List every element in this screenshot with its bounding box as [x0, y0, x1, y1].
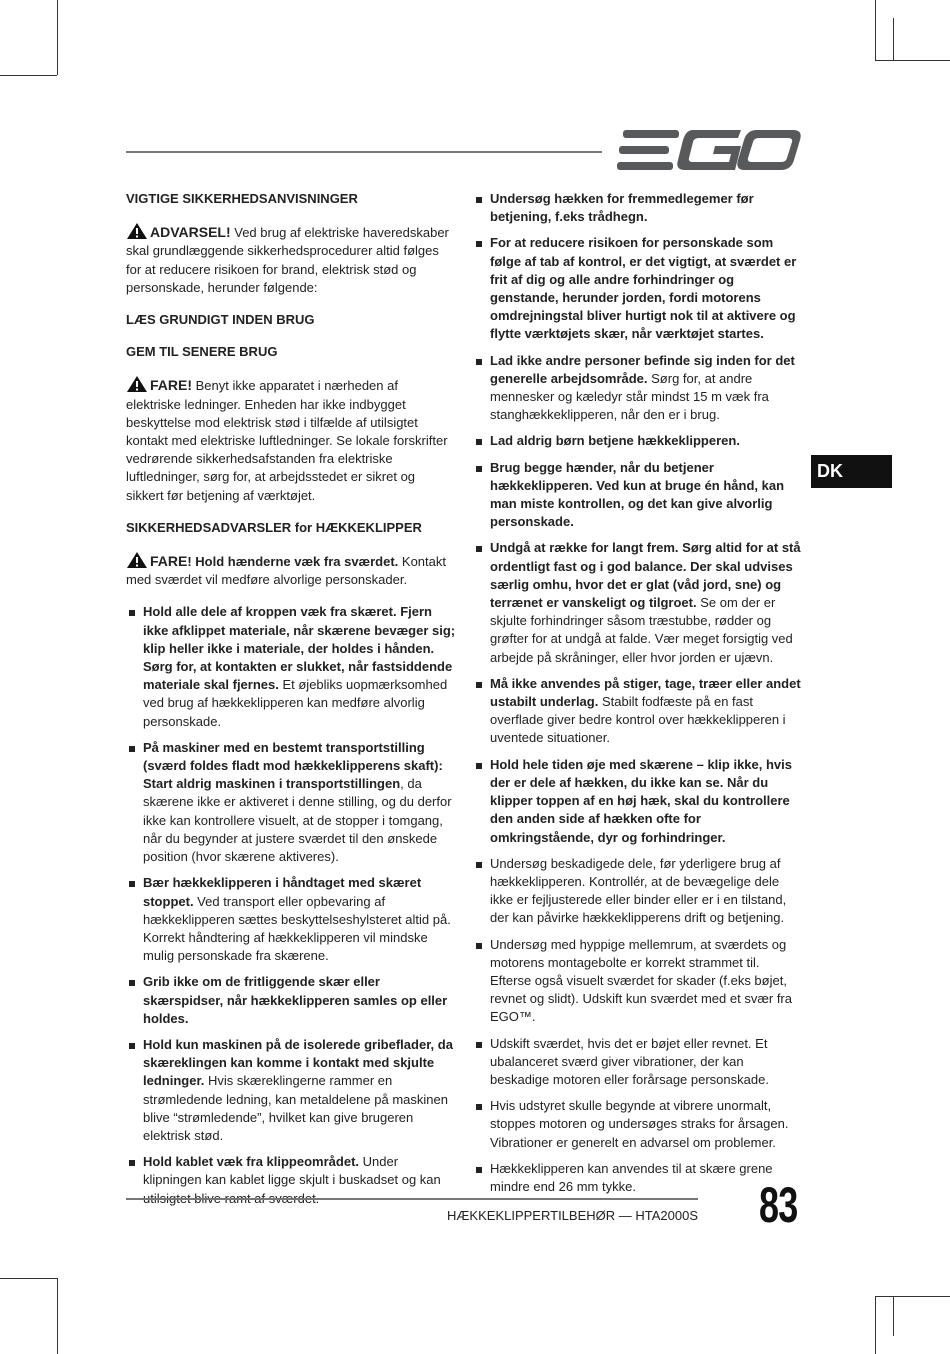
warning-paragraph — [126, 222, 456, 297]
header-rule — [126, 151, 602, 153]
bullet-square-icon — [476, 241, 482, 247]
crop-mark — [893, 1296, 894, 1336]
bullet-square-icon — [476, 943, 482, 949]
bullet-square-icon — [476, 439, 482, 445]
section-heading: LÆS GRUNDIGT INDEN BRUG — [126, 312, 315, 328]
bullet-square-icon — [476, 359, 482, 365]
list-item: Lad ikke andre personer befinde sig inden for det generelle arbejdsområde. Sørg for, at andre mennesker og kæledyr står mindst 15 m væk fra stanghækkeklipperen, når den er i brug. — [473, 352, 803, 425]
crop-mark — [875, 1296, 950, 1297]
danger-label: FARE — [150, 553, 188, 570]
warning-triangle-icon — [126, 375, 148, 393]
bullet-square-icon — [476, 1042, 482, 1048]
bullet-square-icon — [129, 610, 135, 616]
danger-text: Kontakt med sværdet vil medføre alvorlige personskader. — [126, 554, 446, 588]
safety-list-left — [126, 603, 456, 1207]
danger-text: Benyt ikke apparatet i nærheden af elektriske ledninger. Enheden har ikke indbygget beskyttelse mod elektrisk stød i tilfælde af utilsigtet kontakt med elektriske luftledninger. Se lokale forskrifter vedrørende sikkerhedsafstanden fra elektriske luftledninger, sørg for, at arbejdsstedet er sikret og sikkert før betjening af værktøjet. — [126, 378, 448, 503]
bullet-square-icon — [129, 1160, 135, 1166]
bullet-square-icon — [476, 763, 482, 769]
danger-paragraph — [126, 375, 456, 504]
list-item: Undersøg med hyppige mellemrum, at sværdets og motorens montagebolte er korrekt strammet til. Efterse også visuelt sværdet for skader (f.eks bøjet, revnet og slidt). Udskift kun sværdet med et svær fra EGO™. — [473, 936, 803, 1027]
crop-mark — [875, 1296, 876, 1354]
bullet-square-icon — [476, 1167, 482, 1173]
list-item: Hold hele tiden øje med skærene – klip ikke, hvis der er dele af hækken, du ikke kan se. Når du klipper toppen af en høj hæk, skal du kontrollere den anden side af hækken ofte for omkringstående, dyr og forhindringer. — [473, 756, 803, 847]
section-heading: SIKKERHEDSADVARSLER for HÆKKEKLIPPER — [126, 519, 422, 535]
bullet-square-icon — [129, 980, 135, 986]
crop-mark — [875, 60, 950, 61]
ego-logo — [617, 128, 801, 172]
list-item: Hold kablet væk fra klippeområdet. Under klipningen kan kablet ligge skjult i buskadset og kan — [126, 1153, 456, 1208]
list-item: På maskiner med en bestemt transportstilling (sværd foldes fladt mod hækkeklipperens skaft): Start aldrig maskinen i transportstillingen, da skærene ikke er aktiveret i denne stilling, og du derfor ikke kan kontrollere visuelt, at de stopper i tomgang, når du begynder at justere sværdet til den ønskede position (hvor skærene aktiveres). — [126, 739, 456, 866]
bullet-square-icon — [476, 197, 482, 203]
language-tab: DK — [811, 455, 892, 488]
bullet-square-icon — [476, 546, 482, 552]
list-item: Må ikke anvendes på stiger, tage, træer eller andet ustabilt underlag. Stabilt fodfæste på en fast overflade giver bedre kontrol over hækkeklipperen i uventede situationer. — [473, 675, 803, 748]
warning-triangle-icon — [126, 551, 148, 569]
bullet-square-icon — [129, 881, 135, 887]
bullet-square-icon — [129, 1043, 135, 1049]
list-item: Hold kun maskinen på de isolerede gribeflader, da skæreklingen kan komme i kontakt med skjulte ledninger. Hvis skæreklingerne rammer en strømledende ledning, kan metaldelene på maskinen blive “strømledende”, hvilket kan give brugeren elektrisk stød. — [126, 1036, 456, 1145]
list-item: Brug begge hænder, når du betjener hækkeklipperen. Ved kun at bruge én hånd, kan man miste kontrollen, og det kan give alvorlig personskade. — [473, 459, 803, 532]
right-column — [473, 190, 803, 1204]
list-item: Undersøg beskadigede dele, før yderligere brug af hækkeklipperen. Kontrollér, at de bevægelige dele ikke er fejljusterede eller binder eller er i en tilstand, der kan påvirke hækkeklipperens drift og betjening. — [473, 855, 803, 928]
warning-triangle-icon — [126, 222, 148, 240]
crop-mark — [0, 75, 57, 76]
danger-bold-text: ! Hold hænderne væk fra sværdet. — [187, 554, 399, 570]
bullet-square-icon — [476, 1104, 482, 1110]
safety-list-right — [473, 190, 803, 1196]
footer-rule — [126, 1198, 698, 1200]
list-item: For at reducere risikoen for personskade som følge af tab af kontrol, er det vigtigt, at sværdet er frit af dig og alle andre forhindringer og genstande, herunder jorden, fordi motorens omdrejningstal bliver hurtigt nok til at aktivere og flytte værktøjets skær, når værktøjet startes. — [473, 234, 803, 343]
crop-mark — [0, 1278, 57, 1279]
section-heading: GEM TIL SENERE BRUG — [126, 344, 278, 360]
list-item: Hækkeklipperen kan anvendes til at skære grene mindre end 26 mm tykke. — [473, 1160, 803, 1196]
list-item: Bær hækkeklipperen i håndtaget med skæret stoppet. Ved transport eller opbevaring af hækkeklipperen sættes beskyttelseshylsteret altid på. Korrekt håndtering af hækkeklipperen vil mindske mulig personskade fra skærene. — [126, 874, 456, 965]
list-item: Lad aldrig børn betjene hækkeklipperen. — [473, 432, 803, 450]
crop-mark — [57, 0, 58, 75]
crop-mark — [57, 1278, 58, 1354]
warning-label: ADVARSEL! — [150, 224, 231, 241]
left-column — [126, 190, 456, 1216]
bullet-square-icon — [476, 466, 482, 472]
crop-mark — [893, 18, 894, 60]
bullet-square-icon — [476, 862, 482, 868]
list-item: Grib ikke om de fritliggende skær eller skærspidser, når hækkeklipperen samles op eller holdes. — [126, 973, 456, 1028]
list-item: Hvis udstyret skulle begynde at vibrere unormalt, stoppes motoren og undersøges straks for årsagen. Vibrationer er generelt en advarsel om problemer. — [473, 1097, 803, 1152]
list-item: Hold alle dele af kroppen væk fra skæret. Fjern ikke afklippet materiale, når skærene bevæger sig; klip heller ikke i materiale, der holdes i hånden. Sørg for, at kontakten er slukket, når fastsiddende materiale skal fjernes. Et øjebliks uopmærksomhed ved brug af hækkeklipperen kan medføre alvorlig personskade. — [126, 603, 456, 730]
page-number: 83 — [759, 1177, 798, 1233]
footer-title: HÆKKEKLIPPERTILBEHØR — HTA2000S — [447, 1208, 698, 1223]
bullet-square-icon — [476, 682, 482, 688]
list-item: Undgå at række for langt frem. Sørg altid for at stå ordentligt fast og i god balance. Der skal udvises særlig omhu, hvor det er glat (våd jord, sne) og terrænet er vanskeligt og tilgroet. Se om der er skjulte forhindringer såsom træstubbe, rødder og grøfter for at undgå at falde. Vær meget forsigtig ved arbejde på skråninger, eller hvor jorden er ujævn. — [473, 539, 803, 666]
list-item: Undersøg hækken for fremmedlegemer før betjening, f.eks trådhegn. — [473, 190, 803, 226]
crop-mark — [875, 0, 876, 60]
danger-paragraph — [126, 551, 456, 589]
list-item: Udskift sværdet, hvis det er bøjet eller revnet. Et ubalanceret sværd giver vibrationer, der kan beskadige motoren eller forårsage personskade. — [473, 1035, 803, 1090]
section-heading: VIGTIGE SIKKERHEDSANVISNINGER — [126, 191, 358, 206]
danger-label: FARE! — [150, 377, 192, 394]
warning-text: Ved brug af elektriske haveredskaber skal grundlæggende sikkerhedsprocedurer altid følges for at reducere risikoen for brand, elektrisk stød og personskade, herunder følgende: — [126, 225, 449, 295]
bullet-square-icon — [129, 746, 135, 752]
